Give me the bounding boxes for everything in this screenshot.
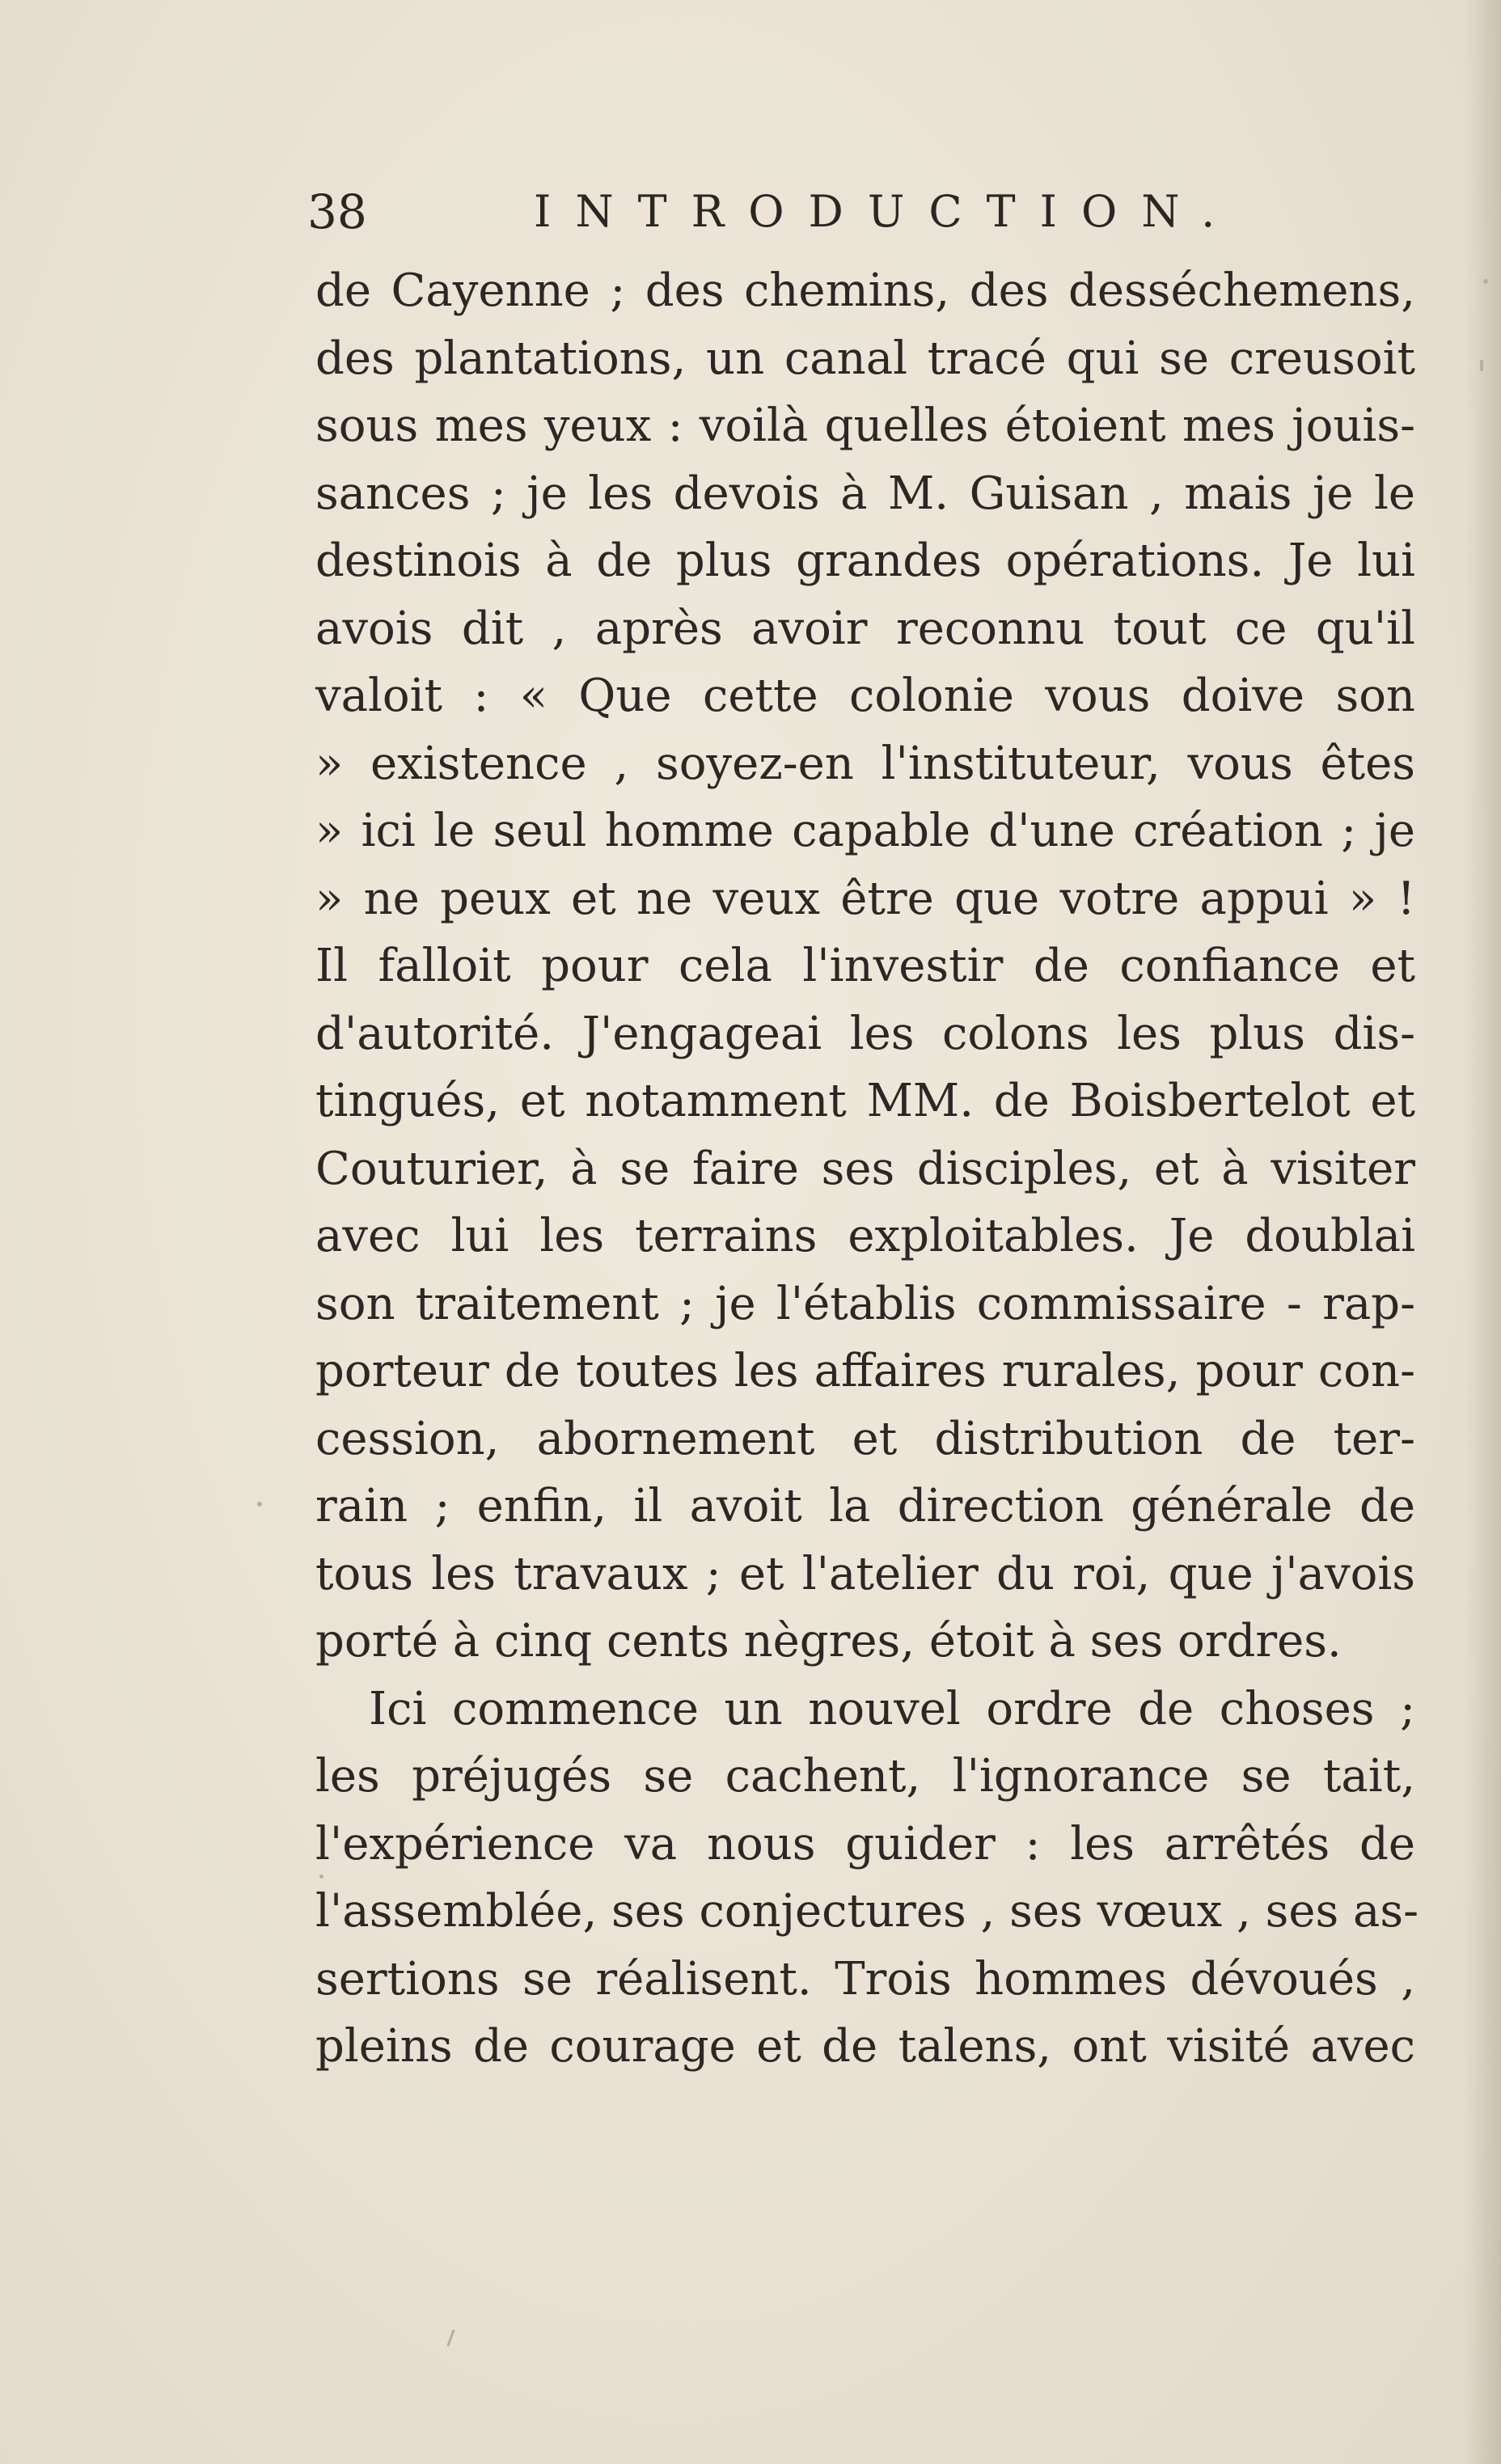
text-line: Ici commence un nouvel ordre de choses ; (369, 1682, 1415, 1735)
text-line: avec lui les terrains exploitables. Je doublai (315, 1210, 1415, 1262)
page-number: 38 (307, 184, 367, 239)
paper-speck (446, 2329, 455, 2347)
body-text (315, 257, 1419, 2081)
text-line: » ici le seul homme capable d'une création ; je (315, 805, 1415, 857)
paper-speck (1483, 279, 1488, 284)
paper-speck (257, 1502, 262, 1507)
text-line: l'expérience va nous guider : les arrêtés de (315, 1817, 1415, 1870)
text-line: sances ; je les devois à M. Guisan , mais je le (315, 467, 1415, 520)
text-line: avois dit , après avoir reconnu tout ce qu'il (315, 602, 1415, 655)
text-line: destinois à de plus grandes opérations. Je lui (315, 535, 1415, 587)
text-line: tous les travaux ; et l'atelier du roi, que j'avois (315, 1547, 1415, 1600)
text-line: » existence , soyez-en l'instituteur, vous êtes (315, 737, 1415, 790)
text-line: » ne peux et ne veux être que votre appui » ! (315, 872, 1415, 925)
running-header (307, 180, 1240, 244)
text-line: porté à cinq cents nègres, étoit à ses ordres. (315, 1615, 1342, 1667)
text-line: d'autorité. J'engageai les colons les plus dis- (315, 1007, 1415, 1060)
text-line: Couturier, à se faire ses disciples, et à visiter (315, 1142, 1415, 1195)
running-title: INTRODUCTION. (534, 186, 1240, 237)
text-line: rain ; enfin, il avoit la direction générale de (315, 1480, 1415, 1532)
text-line: les préjugés se cachent, l'ignorance se tait, (315, 1750, 1415, 1803)
text-line: son traitement ; je l'établis commissaire - rap- (315, 1277, 1415, 1330)
text-line: de Cayenne ; des chemins, des desséchemens, (315, 264, 1415, 317)
text-line: cession, abornement et distribution de ter- (315, 1412, 1415, 1465)
text-line: Il falloit pour cela l'investir de confiance et (315, 940, 1415, 992)
text-line: pleins de courage et de talens, ont visité avec (315, 2020, 1415, 2073)
text-line: porteur de toutes les affaires rurales, pour con- (315, 1345, 1415, 1397)
text-line: sous mes yeux : voilà quelles étoient mes jouis- (315, 399, 1415, 452)
paper-speck (1480, 360, 1483, 371)
text-line: l'assemblée, ses conjectures , ses vœux , ses as- (315, 1885, 1419, 1938)
text-line: sertions se réalisent. Trois hommes dévoués , (315, 1952, 1415, 2005)
text-line: tingués, et notamment MM. de Boisbertelot et (315, 1075, 1415, 1127)
text-line: valoit : « Que cette colonie vous doive son (315, 670, 1415, 722)
text-line: des plantations, un canal tracé qui se creusoit (315, 332, 1415, 385)
